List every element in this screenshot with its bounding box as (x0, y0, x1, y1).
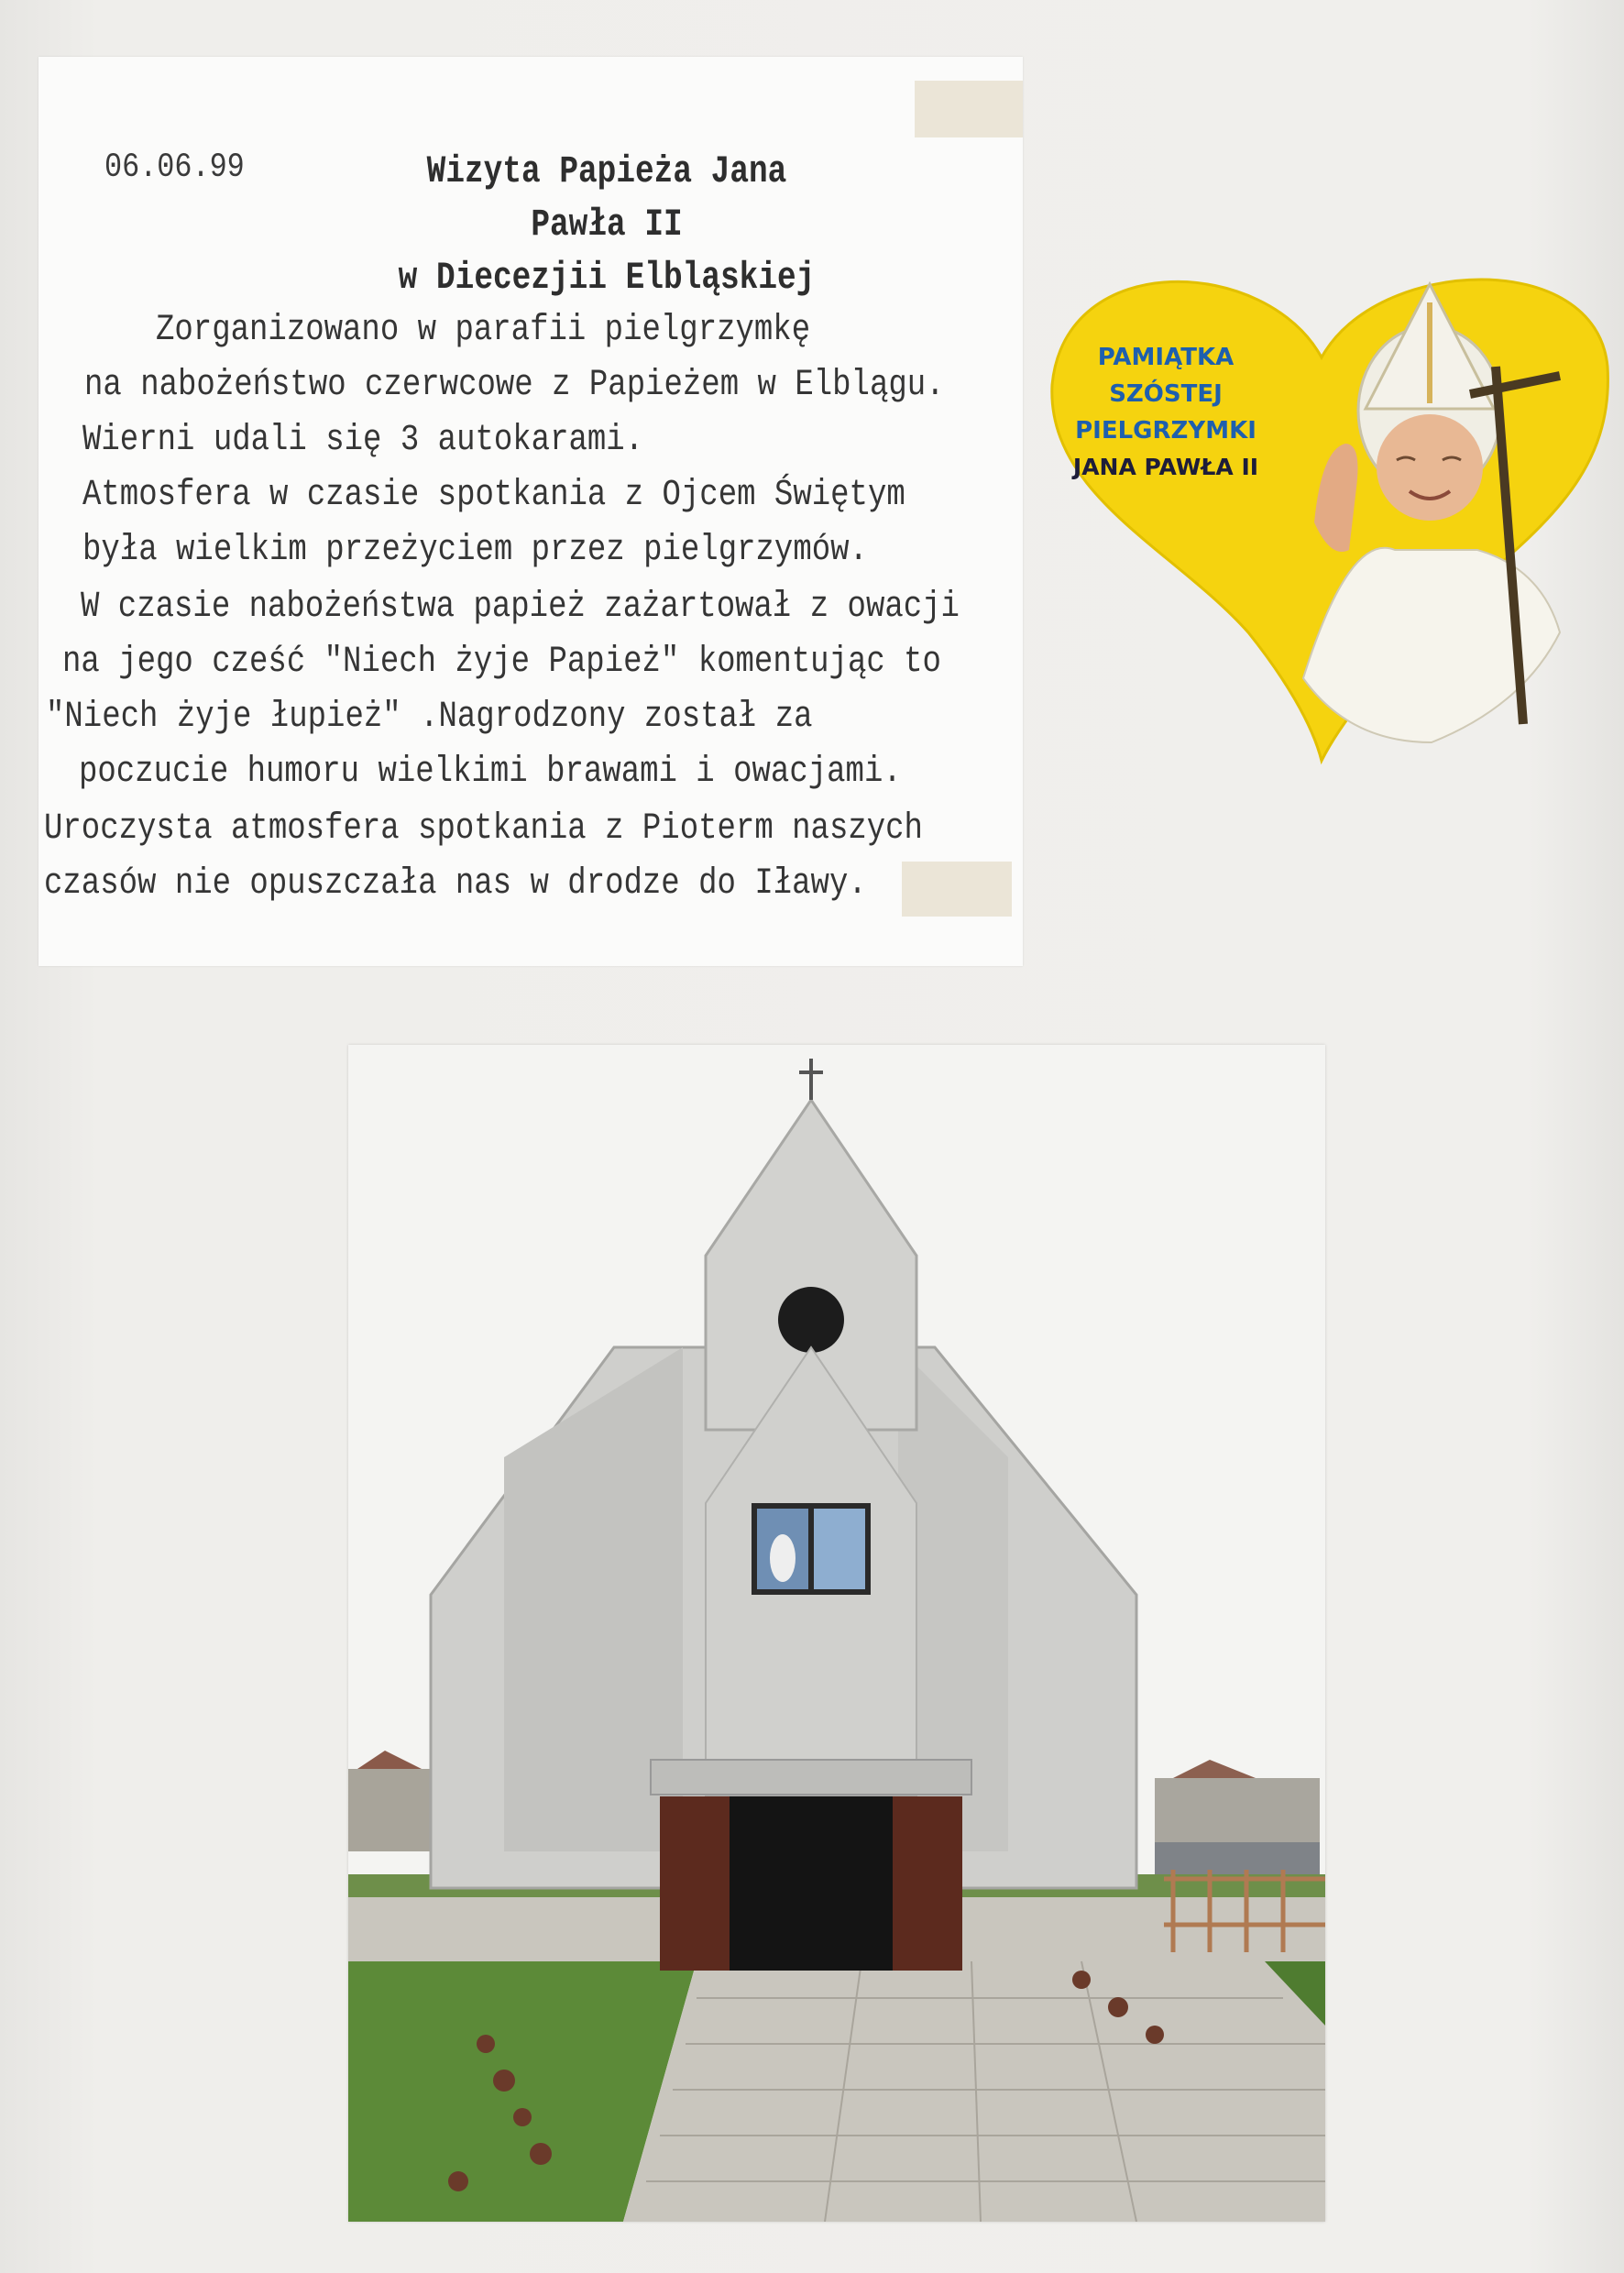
sticker-line-1: PAMIĄTKA (1097, 344, 1234, 371)
body-line: "Niech żyje łupież" .Nagrodzony został za (46, 697, 813, 738)
body-line: W czasie nabożeństwa papież zażartował z owacji (81, 587, 960, 628)
sticker-line-2: SZÓSTEJ (1109, 380, 1223, 408)
body-line: poczucie humoru wielkimi brawami i owacjami. (79, 752, 902, 793)
tape-top (915, 81, 1023, 137)
body-line: Uroczysta atmosfera spotkania z Pioterm naszych (44, 808, 923, 850)
sticker-caption (1047, 339, 1285, 486)
body-line: Wierni udali się 3 autokarami. (82, 420, 644, 461)
church-photograph (348, 1045, 1325, 2222)
body-line: Atmosfera w czasie spotkania z Ojcem Świętym (82, 475, 905, 516)
sticker-line-3: PIELGRZYMKI (1075, 417, 1256, 445)
title-line-2: w Diecezjii Elbląskiej (398, 256, 816, 300)
sticker-line-4: JANA PAWŁA II (1072, 454, 1259, 480)
typed-note-card (38, 57, 1023, 966)
tape-bottom (902, 862, 1012, 917)
body-line: czasów nie opuszczała nas w drodze do Iławy. (44, 863, 867, 905)
body-line: na nabożeństwo czerwcowe z Papieżem w Elblągu. (84, 365, 945, 406)
body-line: była wielkim przeżyciem przez pielgrzymów. (82, 530, 868, 571)
date-label: 06.06.99 (104, 148, 245, 187)
title-line-1: Wizyta Papieża Jana Pawła II (426, 149, 787, 247)
church-facade-icon (348, 1045, 1325, 2222)
heart-sticker-icon (1047, 247, 1615, 779)
body-line: Zorganizowano w parafii pielgrzymkę (156, 310, 811, 351)
body-line: na jego cześć "Niech żyje Papież" komentując to (62, 642, 941, 683)
page-title (374, 145, 839, 304)
